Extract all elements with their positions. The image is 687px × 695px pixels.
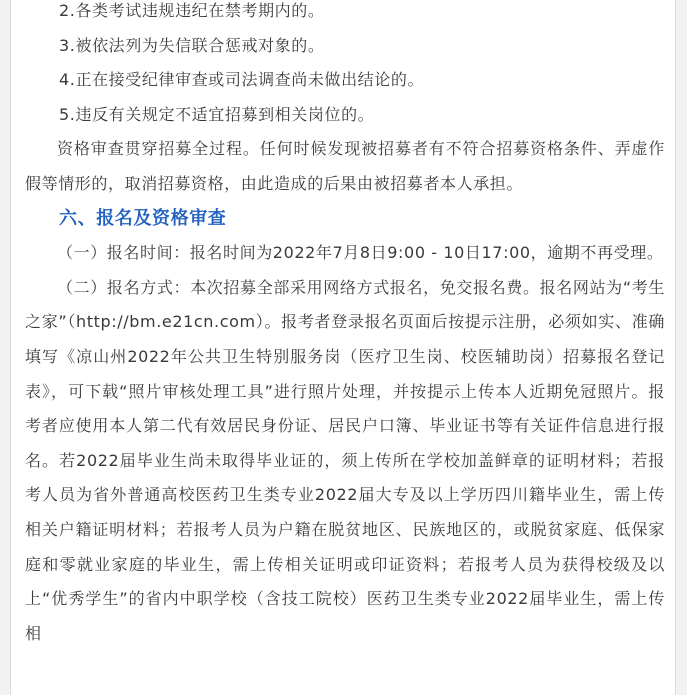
registration-method-paragraph: （二）报名方式：本次招募全部采用网络方式报名，免交报名费。报名网站为“考生之家”（http://bm.e21cn.com）。报考者登录报名页面后按提示注册，必须如实、准确填写《凉山州2022年公共卫生特别服务岗（医疗卫生岗、校医辅助岗）招募报名登记表》，可下载“照片审核处理工具”进行照片处理，并按提示上传本人近期免冠照片。报考者应使用本人第二代有效居民身份证、居民户口簿、毕业证书等有关证件信息进行报名。若2022届毕业生尚未取得毕业证的，须上传所在学校加盖鲜章的证明材料；若报考人员为省外普通高校医药卫生类专业2022届大专及以上学历四川籍毕业生，需上传相关户籍证明材料；若报考人员为户籍在脱贫地区、民族地区的，或脱贫家庭、低保家庭和零就业家庭的毕业生，需上传相关证明或印证资料；若报考人员为获得校级及以上“优秀学生”的省内中职学校（含技工院校）医药卫生类专业2022届毕业生，需上传相 xyxy=(25,277,665,643)
list-item-2: 2.各类考试违规违纪在禁考期内的。 xyxy=(59,1,325,20)
article-body xyxy=(25,0,665,651)
section-heading: 六、报名及资格审查 xyxy=(59,207,227,229)
registration-time-paragraph: （一）报名时间：报名时间为2022年7月8日9:00 - 10日17:00，逾期不再受理。 xyxy=(57,243,664,263)
list-item-5: 5.违反有关规定不适宜招募到相关岗位的。 xyxy=(59,104,375,124)
article-page xyxy=(10,0,676,695)
list-item-3: 3.被依法列为失信联合惩戒对象的。 xyxy=(59,35,325,55)
review-paragraph: 资格审查贯穿招募全过程。任何时候发现被招募者有不符合招募资格条件、弄虚作假等情形的，取消招募资格，由此造成的后果由被招募者本人承担。 xyxy=(25,139,665,193)
list-item-4: 4.正在接受纪律审查或司法调查尚未做出结论的。 xyxy=(59,70,425,90)
